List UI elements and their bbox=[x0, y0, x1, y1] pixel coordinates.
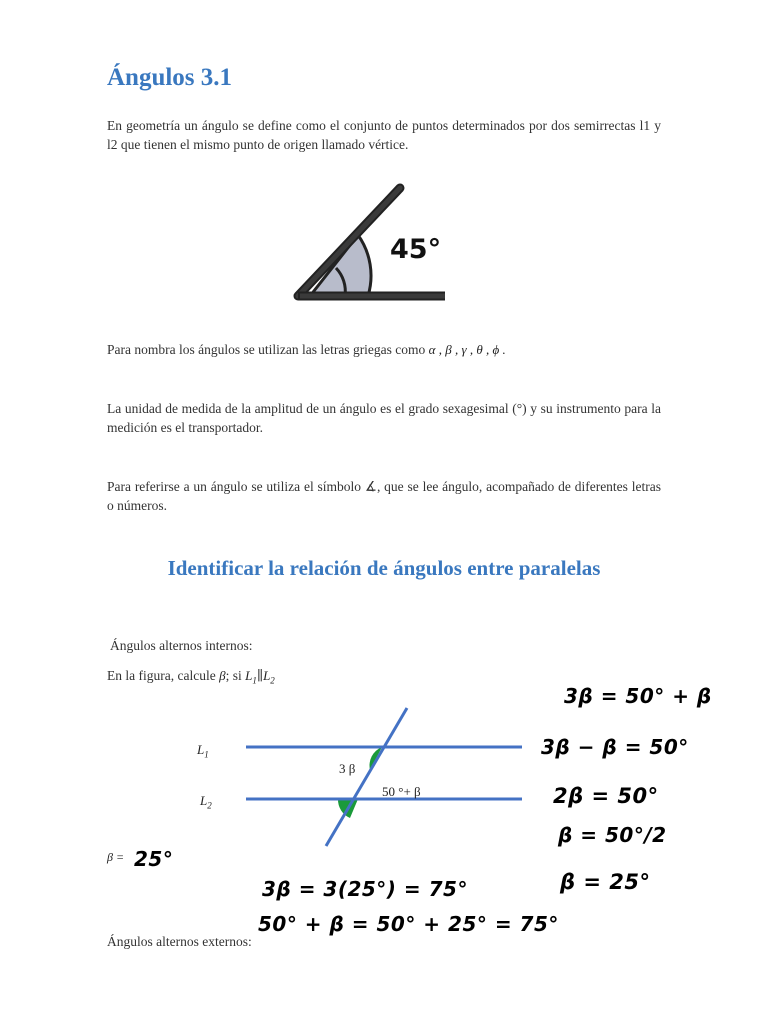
handwriting-line-4: β = 50°/2 bbox=[558, 823, 667, 847]
angle-50-beta-label: 50 °+ β bbox=[382, 784, 421, 799]
handwriting-bottom-1: 3β = 3(25°) = 75° bbox=[262, 877, 468, 901]
handwriting-line-5: β = 25° bbox=[560, 870, 651, 894]
alt-external-heading: Ángulos alternos externos: bbox=[107, 934, 252, 949]
label-l2: $L_2$ bbox=[200, 793, 212, 811]
page-title: Ángulos 3.1 bbox=[107, 64, 233, 91]
unit-paragraph: La unidad de medida de la amplitud de un ángulo es el grado sexagesimal (°) y su instrumento para la medición es el transportador. bbox=[107, 401, 661, 435]
handwriting-line-2: 3β − β = 50° bbox=[541, 735, 689, 759]
problem-variable: β bbox=[219, 668, 226, 683]
angle-3beta-label: 3 β bbox=[339, 761, 356, 776]
section-title: Identificar la relación de ángulos entre paralelas bbox=[167, 556, 601, 580]
problem-statement bbox=[107, 668, 275, 686]
answer-label: β = bbox=[107, 850, 125, 864]
handwriting-bottom-2: 50° + β = 50° + 25° = 75° bbox=[258, 912, 559, 936]
transversal-line bbox=[326, 708, 407, 846]
angle-45-label: 45° bbox=[390, 234, 442, 265]
alt-internal-heading: Ángulos alternos internos: bbox=[110, 638, 253, 653]
intro-paragraph: En geometría un ángulo se define como el conjunto de puntos determinados por dos semirrectas l1 y l2 que tienen el mismo punto de origen llamado vértice. bbox=[107, 118, 661, 152]
problem-l2: $L_2$ bbox=[263, 668, 275, 686]
angle-45-illustration bbox=[290, 180, 450, 304]
greek-letters-paragraph bbox=[107, 341, 661, 360]
label-l1: $L_1$ bbox=[197, 742, 209, 760]
answer-value: 25° bbox=[134, 847, 174, 871]
problem-mid: ; si bbox=[225, 668, 242, 683]
handwriting-line-1: 3β = 50° + β bbox=[564, 684, 712, 708]
parallel-symbol: ∥ bbox=[256, 668, 264, 683]
parallel-lines-figure bbox=[180, 700, 540, 860]
problem-l1: $L_1$ bbox=[245, 668, 257, 686]
greek-letters-list: α , β , γ , θ , ϕ . bbox=[428, 342, 506, 357]
greek-letters-text: Para nombra los ángulos se utilizan las letras griegas como bbox=[107, 342, 426, 357]
handwriting-line-3: 2β = 50° bbox=[553, 784, 659, 808]
problem-prefix: En la figura, calcule bbox=[107, 668, 216, 683]
symbol-paragraph: Para referirse a un ángulo se utiliza el símbolo ∡, que se lee ángulo, acompañado de diferentes letras o números. bbox=[107, 479, 661, 513]
